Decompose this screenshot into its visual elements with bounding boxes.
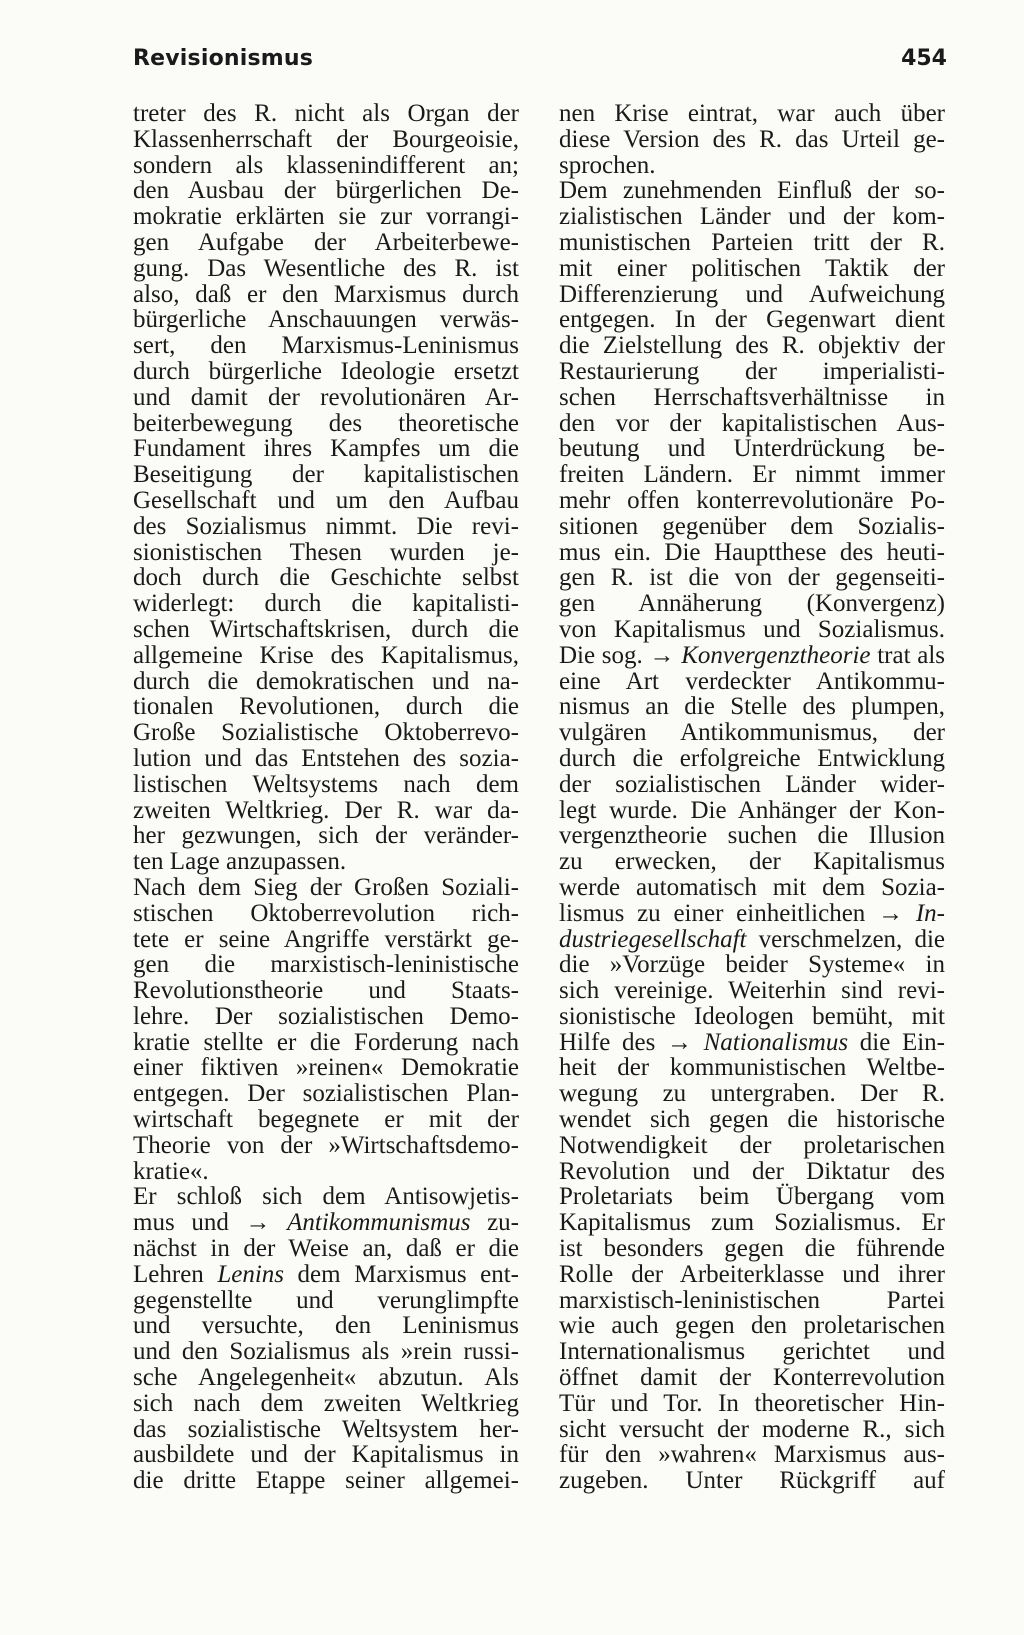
text-line: listischen Weltsystems nach dem [133,770,519,798]
text-line: zweiten Weltkrieg. Der R. war da- [133,796,519,824]
text-line: Kapitalismus zum Sozialismus. Er [559,1209,945,1237]
text-line: sondern als klassenindifferent an; [133,151,519,179]
text-line: sche Angelegenheit« abzutun. Als [133,1364,519,1392]
text-line: Differenzierung und Aufweichung [559,280,945,308]
text-line: von Kapitalismus und Sozialismus. [559,615,945,643]
text-line: gen die marxistisch-leninistische [133,951,519,979]
text-line: für den »wahren« Marxismus aus- [559,1441,945,1469]
italic-term: In- [915,899,945,927]
text-line: werde automatisch mit dem Sozia- [559,873,945,901]
text-line: den vor der kapitalistischen Aus- [559,409,945,437]
text-line: treter des R. nicht als Organ der [133,100,519,127]
text-line: Klassenherrschaft der Bourgeoisie, [133,125,519,153]
text-line: schen Herrschaftsverhältnisse in [559,383,945,411]
italic-term: dustriegesellschaft [559,925,747,953]
text-line: freiten Ländern. Er nimmt immer [559,461,945,489]
text-line: entgegen. In der Gegenwart dient [559,306,945,334]
text-line: ist besonders gegen die führende [559,1235,945,1263]
text-line: Proletariats beim Übergang vom [559,1183,945,1211]
text-line: Rolle der Arbeiterklasse und ihrer [559,1260,945,1288]
text-line: Hilfe des → Nationalismus die Ein- [559,1028,945,1056]
text-line: doch durch die Geschichte selbst [133,564,519,592]
text-line: marxistisch-leninistischen Partei [559,1286,945,1314]
text-line: bürgerliche Anschauungen verwäs- [133,306,519,334]
text-line: also, daß er den Marxismus durch [133,280,519,308]
text-line: vergenztheorie suchen die Illusion [559,822,945,850]
text-line: und den Sozialismus als »rein russi- [133,1338,519,1366]
text-line: sionistische Ideologen bemüht, mit [559,1002,945,1030]
text-line: widerlegt: durch die kapitalisti- [133,590,519,618]
text-line: heit der kommunistischen Weltbe- [559,1054,945,1082]
text-line: vulgären Antikommunismus, der [559,719,945,747]
italic-term: Konvergenztheorie [681,641,871,669]
text-line: nächst in der Weise an, daß er die [133,1235,519,1263]
text-line: Theorie von der »Wirtschaftsdemo- [133,1131,519,1159]
text-line: eine Art verdeckter Antikommu- [559,667,945,695]
text-line: Revolutionstheorie und Staats- [133,977,519,1005]
text-line: Notwendigkeit der proletarischen [559,1131,945,1159]
text-line: sert, den Marxismus-Leninismus [133,332,519,360]
text-line: beutung und Unterdrückung be- [559,435,945,463]
text-line: gen Annäherung (Konvergenz) [559,590,945,618]
text-line: Tür und Tor. In theoretischer Hin- [559,1389,945,1417]
text-column-left [133,101,519,1494]
text-line: schen Wirtschaftskrisen, durch die [133,615,519,643]
text-line: die Zielstellung des R. objektiv der [559,332,945,360]
text-line: ausbildete und der Kapitalismus in [133,1441,519,1469]
text-line: der sozialistischen Länder wider- [559,770,945,798]
text-line: her gezwungen, sich der veränder- [133,822,519,850]
text-line: mehr offen konterrevolutionäre Po- [559,486,945,514]
text-line: lution und das Entstehen des sozia- [133,744,519,772]
text-line: das sozialistische Weltsystem her- [133,1415,519,1443]
text-line: sprochen. [559,151,656,179]
text-column-right [559,101,945,1494]
text-line: einer fiktiven »reinen« Demokratie [133,1054,519,1082]
text-line: lehre. Der sozialistischen Demo- [133,1002,519,1030]
text-line: des Sozialismus nimmt. Die revi- [133,512,519,540]
italic-term: Antikommunismus [287,1209,471,1237]
text-line: wendet sich gegen die historische [559,1106,945,1134]
text-line: mus ein. Die Hauptthese des heuti- [559,538,945,566]
text-line: gung. Das Wesentliche des R. ist [133,254,519,282]
text-line: entgegen. Der sozialistischen Plan- [133,1080,519,1108]
italic-term: Lenins [217,1260,284,1288]
text-line: tete er seine Angriffe verstärkt ge- [133,925,519,953]
text-line: gen R. ist die von der gegenseiti- [559,564,945,592]
text-line: kratie stellte er die Forderung nach [133,1028,519,1056]
text-line: sich nach dem zweiten Weltkrieg [133,1389,519,1417]
text-line: stischen Oktoberrevolution rich- [133,899,519,927]
text-line: mit einer politischen Taktik der [559,254,945,282]
text-line: sich vereinige. Weiterhin sind revi- [559,977,945,1005]
text-line: legt wurde. Die Anhänger der Kon- [559,796,945,824]
text-line: diese Version des R. das Urteil ge- [559,125,945,153]
text-line: zialistischen Länder und der kom- [559,203,945,231]
text-line: Gesellschaft und um den Aufbau [133,486,519,514]
text-line: öffnet damit der Konterrevolution [559,1364,945,1392]
text-line: die »Vorzüge beider Systeme« in [559,951,945,979]
text-line: die dritte Etappe seiner allgemei- [133,1467,519,1495]
text-line: wegung zu untergraben. Der R. [559,1080,945,1108]
text-line: Dem zunehmenden Einfluß der so- [559,177,945,205]
text-line: tionalen Revolutionen, durch die [133,693,519,721]
text-line: zu erwecken, der Kapitalismus [559,848,945,876]
text-line: Große Sozialistische Oktoberrevo- [133,719,519,747]
text-line: Lehren Lenins dem Marxismus ent- [133,1260,519,1288]
text-line: Internationalismus gerichtet und [559,1338,945,1366]
page-number: 454 [901,46,947,71]
text-line: Revolution und der Diktatur des [559,1157,945,1185]
text-line: Beseitigung der kapitalistischen [133,461,519,489]
text-line: und damit der revolutionären Ar- [133,383,519,411]
text-line: zugeben. Unter Rückgriff auf [559,1467,945,1495]
text-line: den Ausbau der bürgerlichen De- [133,177,519,205]
text-line: durch bürgerliche Ideologie ersetzt [133,357,519,385]
text-line: gen Aufgabe der Arbeiterbewe- [133,228,519,256]
text-line: beiterbewegung des theoretische [133,409,519,437]
text-line: durch die erfolgreiche Entwicklung [559,744,945,772]
text-line: gegenstellte und verunglimpfte [133,1286,519,1314]
text-line: dustriegesellschaft verschmelzen, die [559,925,945,953]
text-line: Restaurierung der imperialisti- [559,357,945,385]
text-line: nen Krise eintrat, war auch über [559,100,945,127]
text-line: Fundament ihres Kampfes um die [133,435,519,463]
text-line: kratie«. [133,1157,209,1185]
text-line: lismus zu einer einheitlichen → In- [559,899,945,927]
text-line: sicht versucht der moderne R., sich [559,1415,945,1443]
text-line: Nach dem Sieg der Großen Soziali- [133,873,519,901]
running-header-title: Revisionismus [133,46,314,71]
text-line: munistischen Parteien tritt der R. [559,228,945,256]
text-line: sionistischen Thesen wurden je- [133,538,519,566]
text-line: Die sog. → Konvergenztheorie trat als [559,641,945,669]
text-line: mokratie erklärten sie zur vorrangi- [133,203,519,231]
text-line: und versuchte, den Leninismus [133,1312,519,1340]
text-line: wie auch gegen den proletarischen [559,1312,945,1340]
text-line: durch die demokratischen und na- [133,667,519,695]
text-line: ten Lage anzupassen. [133,848,347,876]
text-line: sitionen gegenüber dem Sozialis- [559,512,945,540]
text-line: nismus an die Stelle des plumpen, [559,693,945,721]
text-line: wirtschaft begegnete er mit der [133,1106,519,1134]
text-line: mus und → Antikommunismus zu- [133,1209,519,1237]
italic-term: Nationalismus [703,1028,849,1056]
text-line: Er schloß sich dem Antisowjetis- [133,1183,519,1211]
text-line: allgemeine Krise des Kapitalismus, [133,641,519,669]
